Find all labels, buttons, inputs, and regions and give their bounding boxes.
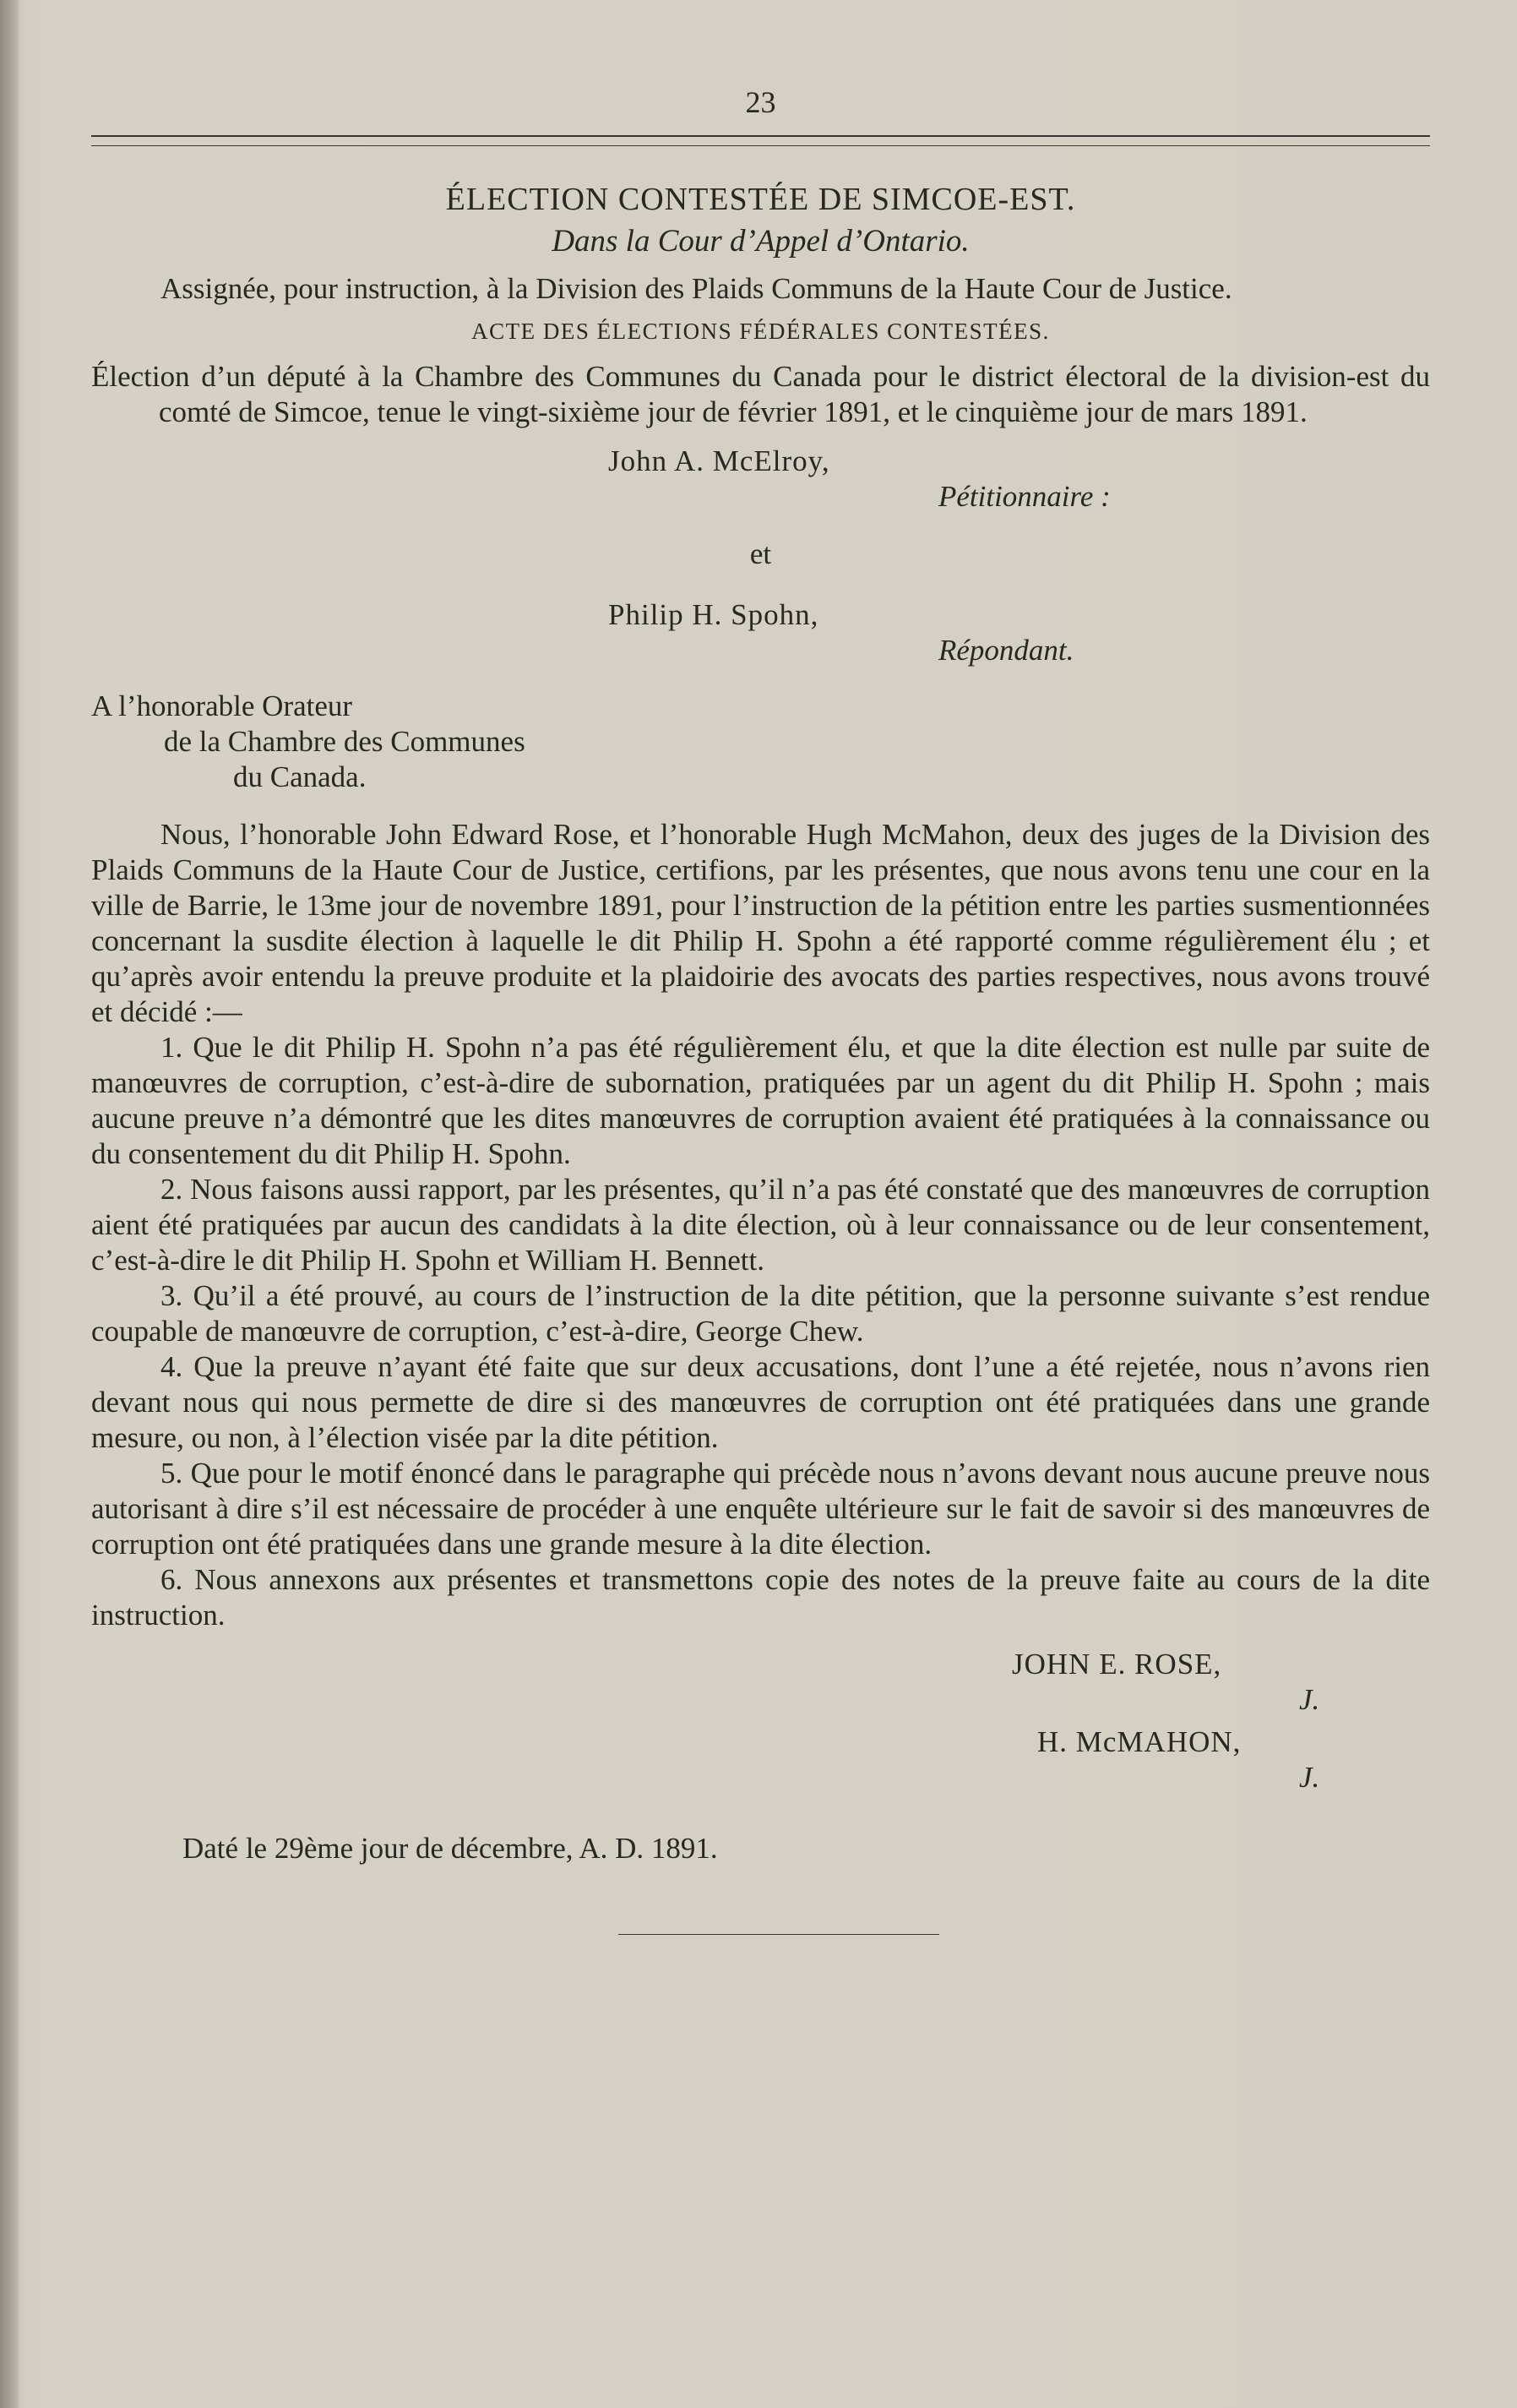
petitioner-role: Pétitionnaire :: [938, 480, 1111, 513]
finding-paragraph: 6. Nous annexons aux présentes et transmettons copie des notes de la preuve faite au cours de la dite instruction.: [91, 1563, 1430, 1632]
conjunction: et: [749, 537, 772, 570]
respondent-role: Répondant.: [938, 634, 1074, 667]
finding-paragraph: 3. Qu’il a été prouvé, au cours de l’instruction de la dite pétition, que la personne suivante s’est rendue coupable de manœuvre de corruption, c’est-à-dire, George Chew.: [91, 1279, 1430, 1348]
footer-rule: [618, 1934, 939, 1935]
addressee-line: A l’honorable Orateur: [91, 689, 353, 722]
court-name: Dans la Cour d’Appel d’Ontario.: [552, 224, 970, 259]
election-description: Élection d’un député à la Chambre des Communes du Canada pour le district électoral de la division-est du comté de Simcoe, tenue le vingt-sixième jour de février 1891, et le cinquième jour de mars 1891.: [91, 360, 1430, 428]
finding-paragraph: 5. Que pour le motif énoncé dans le paragraphe qui précède nous n’avons devant nous aucune preuve nous autorisant à dire s’il est nécessaire de procéder à une enquête ultérieure sur le fait de savoir si des manœuvres de corruption ont été pratiquées dans une grande mesure à la dite élection.: [91, 1457, 1430, 1561]
signature-title: J.: [1299, 1683, 1320, 1716]
document-title: ÉLECTION CONTESTÉE DE SIMCOE-EST.: [445, 182, 1076, 217]
signature-title: J.: [1299, 1761, 1320, 1794]
finding-paragraph: 4. Que la preuve n’ayant été faite que sur deux accusations, dont l’une a été rejetée, nous n’avons rien devant nous qui nous permette de dire si des manœuvres de corruption ont été pratiquées dans une grande mesure, ou non, à l’élection visée par la dite pétition.: [91, 1350, 1430, 1454]
finding-paragraph: 2. Nous faisons aussi rapport, par les présentes, qu’il n’a pas été constaté que des manœuvres de corruption aient été pratiquées par aucun des candidats à la dite élection, où à leur connaissance ou de leur consentement, c’est-à-dire le dit Philip H. Spohn et William H. Bennett.: [91, 1173, 1430, 1277]
page-number: 23: [745, 85, 776, 119]
finding-paragraph: 1. Que le dit Philip H. Spohn n’a pas été régulièrement élu, et que la dite élection est nulle par suite de manœuvres de corruption, c’est-à-dire de subornation, pratiquées par un agent du dit Philip H. Spohn ; mais aucune preuve n’a démontré que les dites manœuvres de corruption avaient été pratiquées à la connaissance ou du consentement du dit Philip H. Spohn.: [91, 1031, 1430, 1170]
respondent-name: Philip H. Spohn,: [608, 598, 819, 631]
book-spine: [0, 0, 19, 2408]
addressee-line: de la Chambre des Communes: [164, 725, 525, 758]
addressee-block: [91, 689, 1430, 795]
addressee-line: du Canada.: [233, 760, 367, 793]
signature-name: JOHN E. ROSE,: [1012, 1648, 1222, 1681]
petitioner-name: John A. McElroy,: [608, 444, 830, 477]
page-content: [91, 84, 1430, 1935]
assignment-text: Assignée, pour instruction, à la Division des Plaids Communs de la Haute Cour de Justice.: [160, 272, 1232, 305]
header-rule: [91, 135, 1430, 146]
date-line: Daté le 29ème jour de décembre, A. D. 1891.: [182, 1832, 718, 1865]
certification-paragraph: Nous, l’honorable John Edward Rose, et l’honorable Hugh McMahon, deux des juges de la Division des Plaids Communs de la Haute Cour de Justice, certifions, par les présentes, que nous avons tenu une cour en la ville de Barrie, le 13me jour de novembre 1891, pour l’instruction de la pétition entre les parties susmentionnées concernant la susdite élection à laquelle le dit Philip H. Spohn a été rapporté comme régulièrement élu ; et qu’après avoir entendu la preuve produite et la plaidoirie des avocats des parties respectives, nous avons trouvé et décidé :—: [91, 818, 1430, 1028]
act-heading: ACTE DES ÉLECTIONS FÉDÉRALES CONTESTÉES.: [471, 319, 1050, 344]
signature-name: H. McMAHON,: [1037, 1725, 1242, 1758]
